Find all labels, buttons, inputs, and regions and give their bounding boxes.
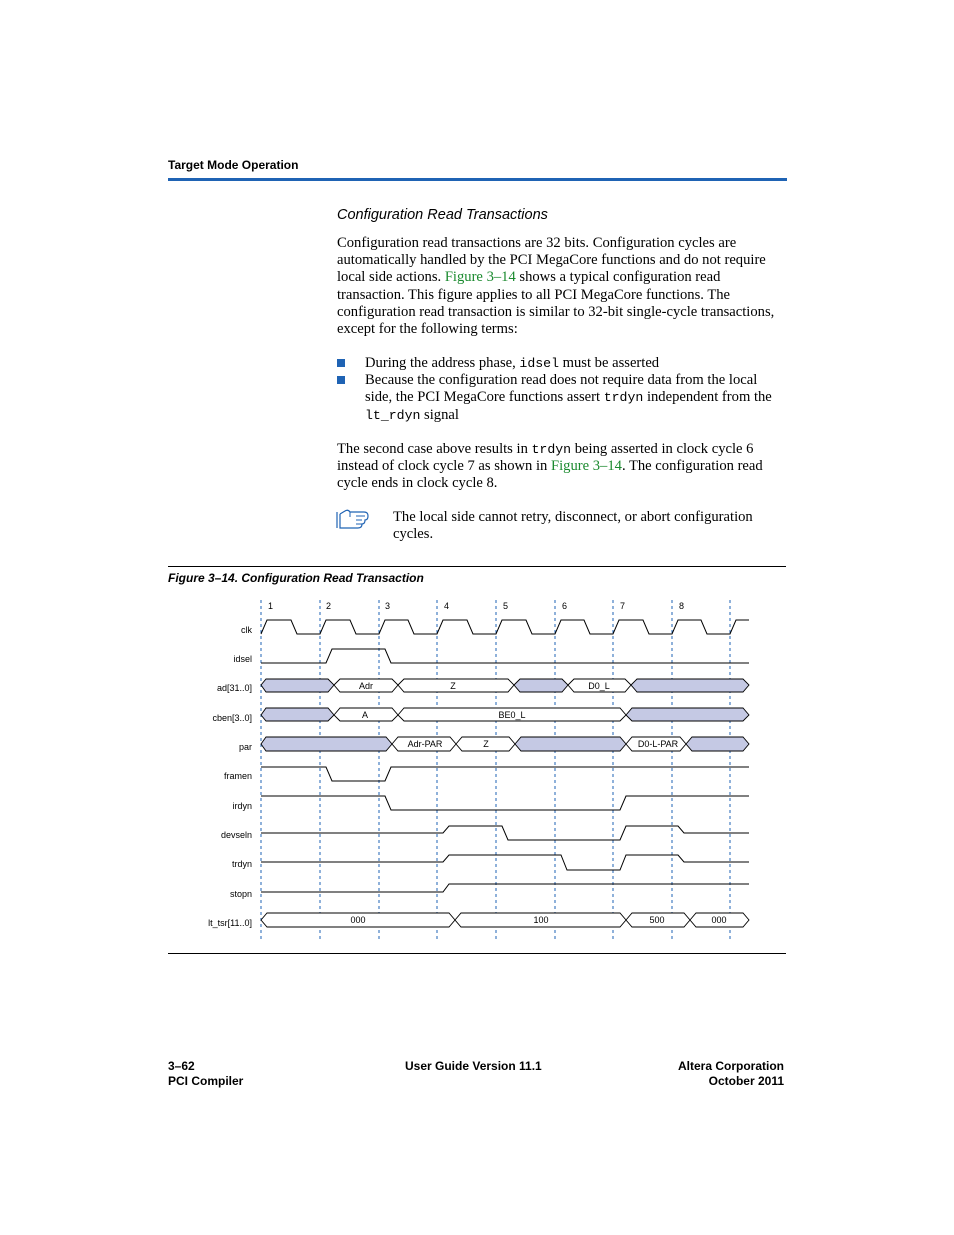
footer-version: User Guide Version 11.1	[405, 1059, 542, 1073]
note-text: The local side cannot retry, disconnect, or abort configuration cycles.	[393, 509, 753, 543]
cben-value: BE0_L	[498, 710, 526, 720]
signal-label-cben: cben[3..0]	[212, 713, 252, 723]
figure-link[interactable]: Figure 3–14	[550, 458, 622, 475]
cycle-label: 7	[620, 601, 626, 611]
figure-caption: Figure 3–14. Configuration Read Transaction	[168, 571, 424, 585]
signal-label-devseln: devseln	[220, 830, 252, 840]
cycle-label: 5	[503, 601, 509, 611]
bullet1-code: idsel	[519, 356, 559, 371]
cycle-label: 2	[326, 601, 332, 611]
par-value: Adr-PAR	[407, 739, 443, 749]
lt-tsr-value: 000	[350, 915, 366, 925]
para2-text-a: The second case above results in	[337, 441, 532, 457]
signal-label-idsel: idsel	[233, 654, 252, 664]
bullet-square-icon	[337, 359, 345, 367]
signal-label-irdyn: irdyn	[232, 801, 252, 811]
product-name: PCI Compiler	[168, 1074, 244, 1088]
idsel-waveform	[261, 649, 749, 663]
signal-label-clk: clk	[241, 625, 252, 635]
bullet2-text-b: independent from the	[643, 389, 772, 406]
signal-label-lt-tsr: lt_tsr[11..0]	[208, 918, 252, 928]
lt-tsr-value: 100	[533, 915, 549, 925]
publish-date: October 2011	[708, 1074, 784, 1088]
intro-paragraph	[337, 235, 787, 338]
timing-diagram	[168, 590, 768, 945]
devseln-waveform	[261, 826, 749, 840]
ad-value: Z	[450, 681, 456, 691]
header-rule	[168, 178, 787, 181]
ad-bus	[261, 679, 749, 692]
signal-label-stopn: stopn	[229, 889, 252, 899]
cycle-label: 8	[679, 601, 685, 611]
cben-value: A	[361, 710, 369, 720]
bullet1-text-a: During the address phase,	[365, 355, 520, 371]
bullet-list	[337, 355, 787, 424]
bullet1-text-b: must be asserted	[559, 355, 660, 371]
para2-text-c: . The configuration read cycle ends in clock cycle 8.	[337, 458, 763, 492]
intro-text-b: shows a typical configuration read transaction. This figure applies to all PCI MegaCore functions. The configuration read transaction is similar to 32-bit single-cycle transactions, except for the following terms:	[337, 269, 775, 338]
intro-text-a: Configuration read transactions are 32 bits. Configuration cycles are automatically handled by the PCI MegaCore functions and do not require local side actions.	[337, 235, 766, 286]
bullet2-code2: lt_rdyn	[365, 407, 421, 423]
cycle-label: 6	[562, 601, 568, 611]
bullet-square-icon	[337, 376, 345, 384]
stopn-waveform	[261, 884, 749, 892]
para2-code: trdyn	[531, 442, 572, 457]
signal-label-par: par	[238, 742, 252, 752]
para2-text-b: being asserted in clock cycle 6 instead of clock cycle 7 as shown in	[337, 441, 754, 475]
second-paragraph	[337, 441, 787, 493]
running-header: Target Mode Operation	[168, 158, 299, 172]
trdyn-waveform	[261, 855, 749, 870]
section-title: Configuration Read Transactions	[337, 207, 548, 223]
footer-left	[168, 1059, 243, 1089]
ad-value: Adr	[358, 681, 374, 691]
figure-rule-top	[168, 566, 786, 567]
bullet2-code1: trdyn	[603, 390, 644, 406]
irdyn-waveform	[261, 796, 749, 810]
company-name: Altera Corporation	[677, 1059, 784, 1073]
framen-waveform	[261, 767, 749, 781]
par-value: D0-L-PAR	[637, 739, 679, 749]
lt-tsr-bus	[261, 913, 749, 927]
bullet2-text-a: Because the configuration read does not require data from the local side, the PCI MegaCore functions assert	[365, 372, 758, 406]
bullet-item	[337, 355, 787, 372]
signal-label-ad: ad[31..0]	[216, 683, 252, 693]
lt-tsr-value: 500	[649, 915, 665, 925]
bullet-item	[337, 372, 787, 424]
signal-label-trdyn: trdyn	[231, 859, 252, 869]
lt-tsr-value: 000	[711, 915, 727, 925]
cycle-label: 4	[444, 601, 450, 611]
clk-waveform	[261, 620, 749, 634]
signal-label-framen: framen	[223, 771, 252, 781]
cycle-label: 1	[268, 601, 274, 611]
footer-right	[650, 1059, 784, 1089]
ad-value: D0_L	[588, 681, 610, 691]
pointing-hand-icon	[336, 508, 370, 530]
cycle-label: 3	[385, 601, 391, 611]
figure-link[interactable]: Figure 3–14	[444, 269, 516, 286]
figure-rule-bottom	[168, 953, 786, 954]
page-number: 3–62	[168, 1059, 195, 1073]
par-value: Z	[483, 739, 489, 749]
bullet2-text-c: signal	[420, 406, 459, 423]
